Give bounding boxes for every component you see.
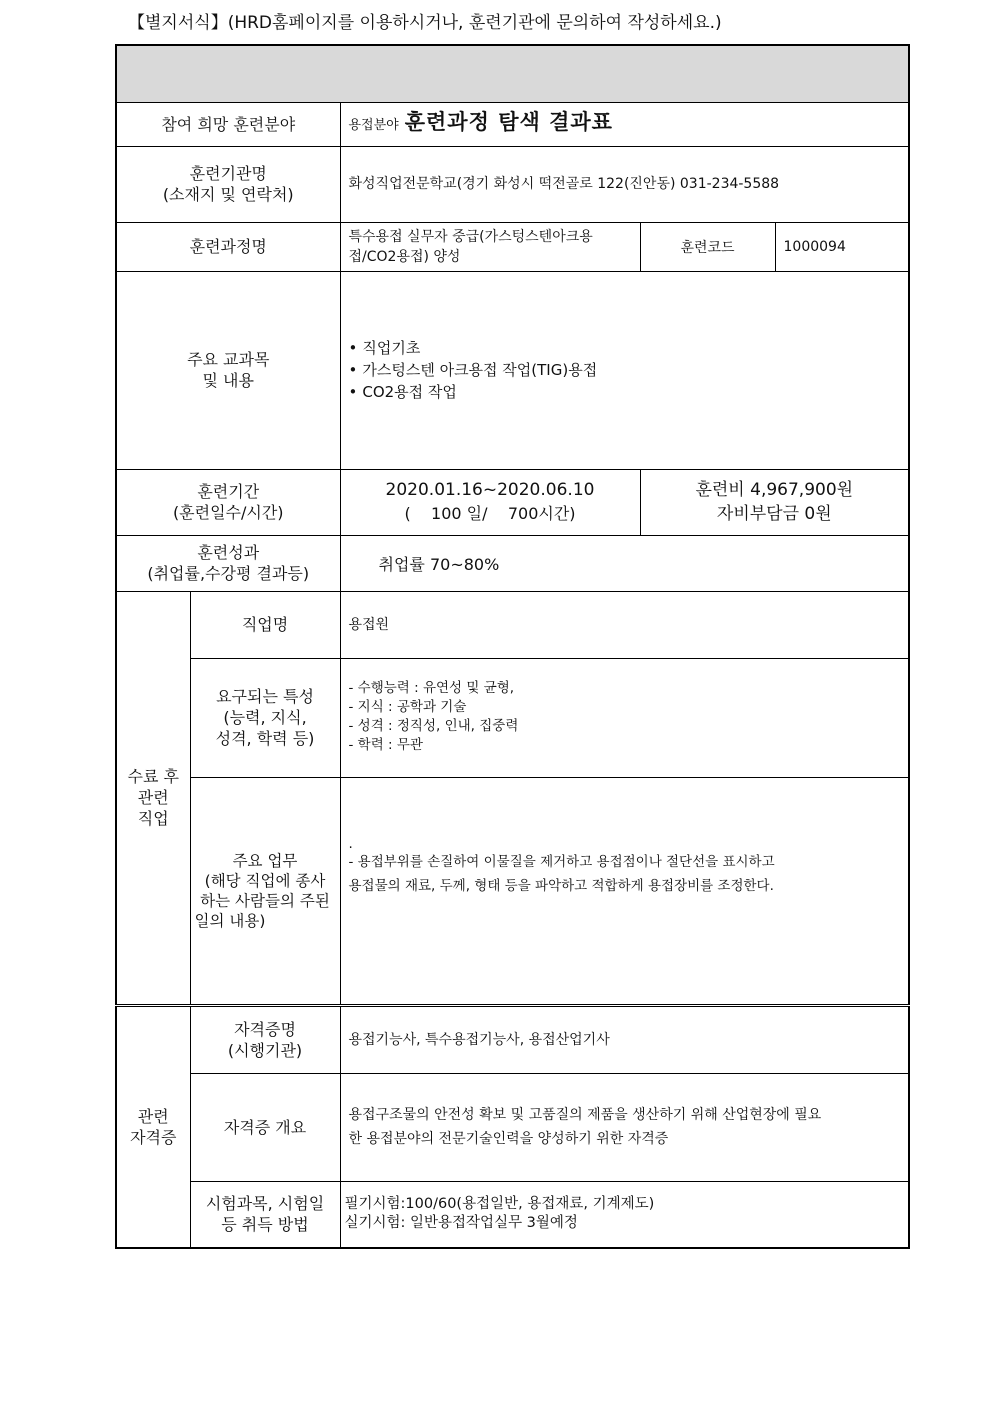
- exam-line1: 필기시험:100/60(용접일반, 용접재료, 기계제도): [344, 1196, 655, 1213]
- duties-label: [190, 777, 340, 1005]
- exam-label: [190, 1181, 340, 1248]
- course-name-line1: 특수용접 실무자 중급(가스텅스텐아크용: [348, 228, 593, 245]
- certs-group-line1: 관련: [137, 1106, 169, 1126]
- job-name-value: 용접원: [340, 591, 909, 658]
- duties-dot: .: [348, 835, 353, 852]
- field-cell: [340, 102, 909, 146]
- traits-label: [190, 658, 340, 777]
- period-label-line1: 훈련기간: [197, 482, 260, 501]
- subjects-label: [116, 271, 340, 469]
- institution-label-line1: 훈련기관명: [189, 164, 267, 183]
- period-label: [116, 469, 340, 535]
- field-label: 참여 희망 훈련분야: [116, 102, 340, 146]
- overview-line1: 용접구조물의 안전성 확보 및 고품질의 제품을 생산하기 위해 산업현장에 필요: [348, 1107, 822, 1123]
- period-dates: 2020.01.16~2020.06.10: [385, 480, 595, 500]
- institution-value: 화성직업전문학교(경기 화성시 떡전골로 122(진안동) 031-234-5588: [340, 146, 909, 222]
- traits-label-line3: 성격, 학력 등): [215, 729, 315, 748]
- field-prefix: 용접분야: [348, 118, 399, 133]
- cert-label: [190, 1005, 340, 1073]
- jobs-group-line2: 관련: [137, 788, 169, 807]
- duties-label-line1: 주요 업무: [232, 851, 298, 870]
- jobs-group-label: [116, 591, 190, 1005]
- duties-line1: - 용접부위를 손질하여 이물질을 제거하고 용접점이나 절단선을 표시하고: [348, 853, 775, 870]
- course-code-label: 훈련코드: [640, 222, 775, 271]
- period-fee-cell: [640, 469, 909, 535]
- subject-item: • 가스텅스텐 아크용접 작업(TIG)용접: [349, 359, 909, 381]
- period-label-line2: (훈련일수/시간): [172, 503, 284, 522]
- subjects-label-line1: 주요 교과목: [187, 350, 270, 369]
- results-value: 취업률 70~80%: [340, 535, 909, 591]
- overview-line2: 한 용접분야의 전문기술인력을 양성하기 위한 자격증: [348, 1131, 669, 1147]
- course-name-line2: 접/CO2용접) 양성: [348, 248, 461, 265]
- course-name: [340, 222, 640, 271]
- institution-label: [116, 146, 340, 222]
- trait-item: - 학력 : 무관: [348, 736, 423, 753]
- exam-label-line2: 등 취득 방법: [221, 1215, 309, 1235]
- traits-list: [340, 658, 909, 777]
- overview-value: [340, 1073, 909, 1181]
- duties-label-line3: 하는 사람들의 주된: [200, 891, 330, 910]
- jobs-group-line1: 수료 후: [127, 767, 179, 786]
- page-title: 훈련과정 탐색 결과표: [404, 110, 613, 134]
- trait-item: - 지식 : 공학과 기술: [348, 698, 467, 715]
- cert-value: 용접기능사, 특수용접기능사, 용접산업기사: [340, 1005, 909, 1073]
- results-label-line2: (취업률,수강평 결과등): [147, 564, 310, 583]
- header-band: [116, 45, 909, 102]
- traits-label-line1: 요구되는 특성: [216, 687, 314, 706]
- traits-label-line2: (능력, 지식,: [223, 708, 307, 727]
- course-label: 훈련과정명: [116, 222, 340, 271]
- job-name-label: 직업명: [190, 591, 340, 658]
- exam-label-line1: 시험과목, 시험일: [205, 1194, 325, 1214]
- subjects-list-cell: [340, 271, 909, 469]
- course-code: 1000094: [775, 222, 909, 271]
- jobs-group-line3: 직업: [137, 809, 169, 828]
- trait-item: - 수행능력 : 유연성 및 균형,: [348, 679, 515, 696]
- exam-line2: 실기시험: 일반용접작업실무 3월예정: [344, 1215, 578, 1232]
- subject-item: • 직업기초: [349, 337, 909, 359]
- training-fee: 훈련비 4,967,900원: [695, 480, 854, 500]
- results-label-line1: 훈련성과: [197, 543, 260, 562]
- subject-item: • CO2용접 작업: [349, 381, 909, 403]
- cert-label-line2: (시행기관): [227, 1040, 303, 1060]
- certs-group-line2: 자격증: [130, 1127, 177, 1147]
- cert-label-line1: 자격증명: [234, 1019, 296, 1039]
- form-note: 【별지서식】(HRD홈페이지를 이용하시거나, 훈련기관에 문의하여 작성하세요.): [128, 13, 722, 33]
- trait-item: - 성격 : 정직성, 인내, 집중력: [348, 717, 519, 734]
- period-days-hours: ( 100 일/ 700시간): [404, 504, 576, 523]
- course-result-table: [115, 44, 910, 1249]
- subjects-list: [349, 337, 909, 403]
- subjects-label-line2: 및 내용: [202, 371, 254, 390]
- results-label: [116, 535, 340, 591]
- duties-value: [340, 777, 909, 1005]
- institution-label-line2: (소재지 및 연락처): [162, 185, 294, 204]
- duties-line2: 용접물의 재료, 두께, 형태 등을 파악하고 적합하게 용접장비를 조정한다.: [348, 877, 774, 894]
- certs-group-label: [116, 1005, 190, 1248]
- self-pay: 자비부담금 0원: [716, 504, 832, 524]
- duties-label-line2: (해당 직업에 종사: [204, 871, 326, 890]
- exam-value: [340, 1181, 909, 1248]
- overview-label: 자격증 개요: [190, 1073, 340, 1181]
- duties-label-line4: 일의 내용): [194, 911, 266, 930]
- period-dates-cell: [340, 469, 640, 535]
